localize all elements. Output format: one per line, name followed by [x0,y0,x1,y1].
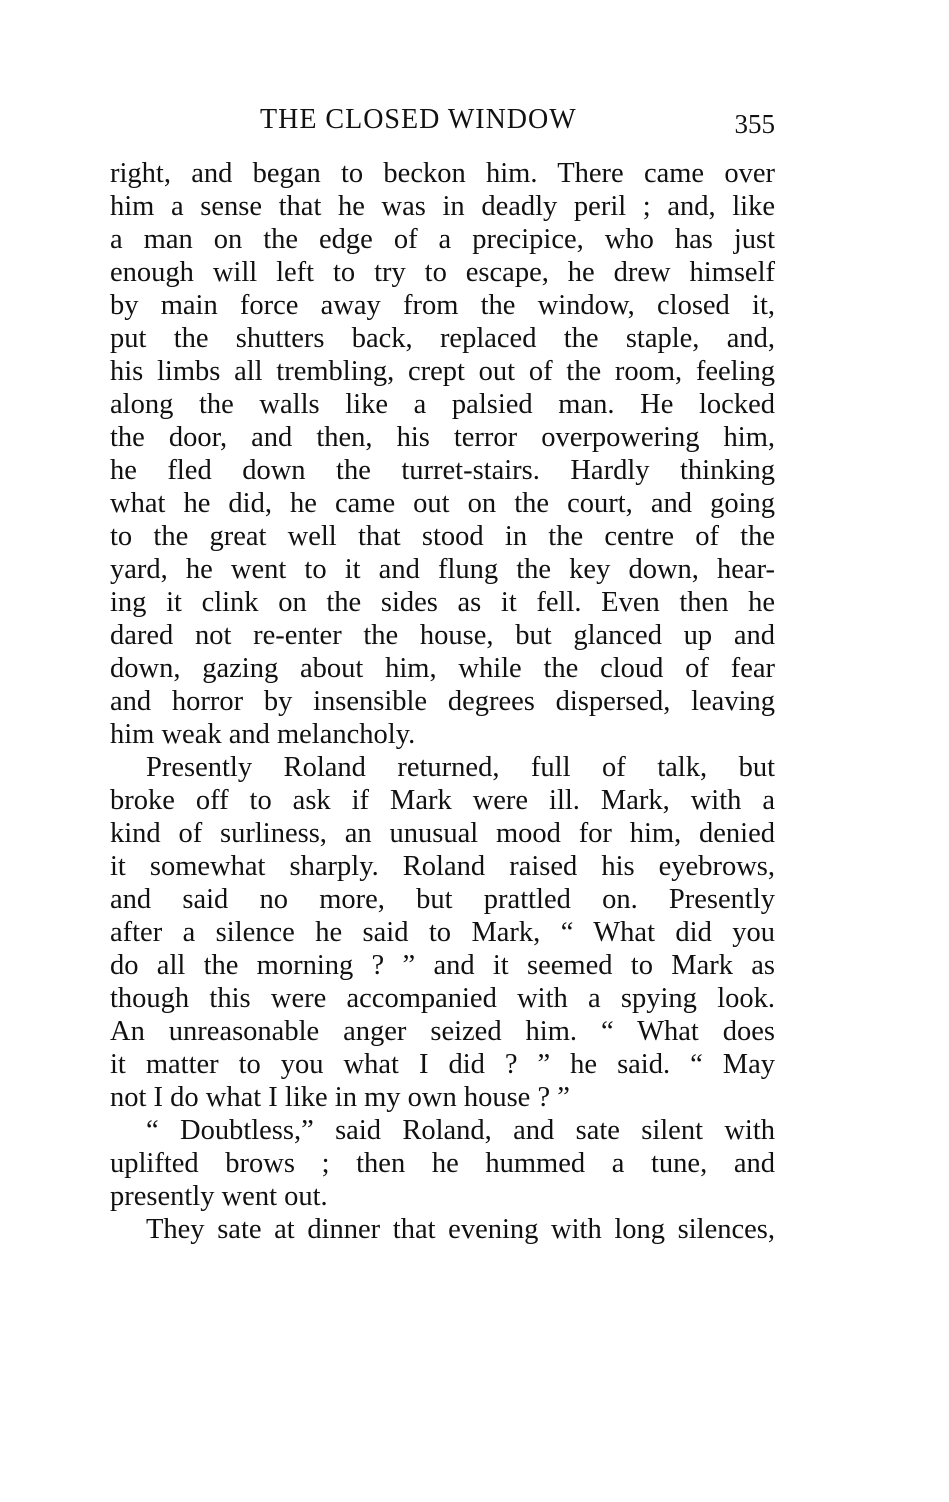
text-line: the door, and then, his terror overpowering him, [110,422,775,453]
text-line: him a sense that he was in deadly peril ; and, like [110,191,775,222]
text-line: he fled down the turret-stairs. Hardly thinking [110,455,775,486]
text-line: and said no more, but prattled on. Presently [110,884,775,915]
text-line: enough will left to try to escape, he drew himself [110,257,775,288]
running-title: THE CLOSED WINDOW [260,104,577,135]
text-line: dared not re-enter the house, but glanced up and [110,620,775,651]
text-line: and horror by insensible degrees dispersed, leaving [110,686,775,717]
text-line: presently went out. [110,1181,328,1212]
text-line: put the shutters back, replaced the staple, and, [110,323,775,354]
text-line: “ Doubtless,” said Roland, and sate silent with [146,1115,775,1146]
text-line: An unreasonable anger seized him. “ What does [110,1016,775,1047]
text-line: though this were accompanied with a spying look. [110,983,775,1014]
text-line: uplifted brows ; then he hummed a tune, and [110,1148,775,1179]
text-line: after a silence he said to Mark, “ What did you [110,917,775,948]
text-line: it somewhat sharply. Roland raised his eyebrows, [110,851,775,882]
page-number: 355 [734,109,775,139]
text-line: ing it clink on the sides as it fell. Even then he [110,587,775,618]
running-head [110,102,775,142]
text-line: a man on the edge of a precipice, who has just [110,224,775,255]
text-line: yard, he went to it and flung the key down, hear- [110,554,775,585]
text-line: to the great well that stood in the centre of the [110,521,775,552]
text-line: kind of surliness, an unusual mood for him, denied [110,818,775,849]
text-line: along the walls like a palsied man. He locked [110,389,775,420]
text-line: They sate at dinner that evening with long silences, [146,1214,775,1245]
body-text [110,157,775,1246]
text-line: do all the morning ? ” and it seemed to Mark as [110,950,775,981]
text-line: Presently Roland returned, full of talk, but [146,752,775,783]
text-line: his limbs all trembling, crept out of the room, feeling [110,356,775,387]
text-line: what he did, he came out on the court, and going [110,488,775,519]
text-line: right, and began to beckon him. There came over [110,158,775,189]
text-line: not I do what I like in my own house ? ” [110,1082,570,1113]
text-line: him weak and melancholy. [110,719,416,750]
text-line: broke off to ask if Mark were ill. Mark, with a [110,785,775,816]
text-line: down, gazing about him, while the cloud of fear [110,653,775,684]
text-line: it matter to you what I did ? ” he said. “ May [110,1049,775,1080]
text-line: by main force away from the window, closed it, [110,290,775,321]
